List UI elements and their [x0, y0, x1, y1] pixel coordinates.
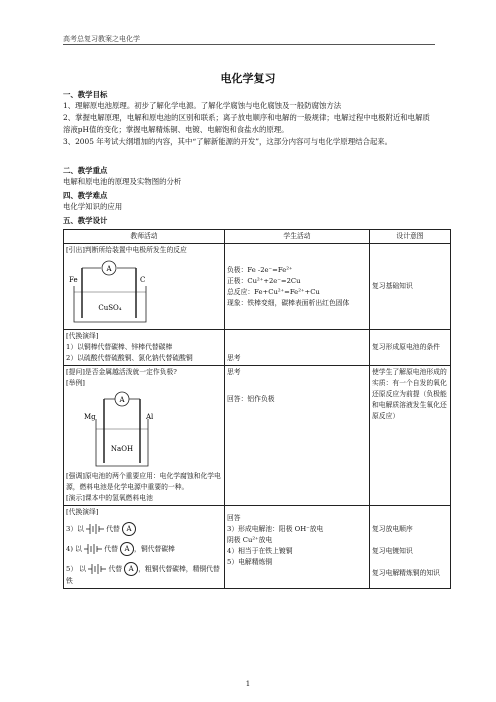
solution-label: CuSO₄	[98, 304, 122, 312]
r1-student	[225, 244, 370, 330]
r4-student-line-3: 阴极 Cu²⁺放电	[227, 536, 273, 544]
al-electrode-label: Al	[146, 413, 154, 421]
r1-student-line-3: 总反应：Fe+Cu²⁺=Fe²⁺+Cu	[227, 287, 320, 296]
r3-teacher	[64, 366, 225, 506]
r1-intent: 复习基础知识	[370, 244, 451, 330]
r1-student-line-4: 现象：铁棒变细，碳棒表面析出红色固体	[227, 298, 350, 307]
ammeter-icon: A	[122, 522, 136, 536]
r4-student-line-4: 4）相当于在铁上镀铜	[227, 547, 293, 555]
r4-item-4-suffix: ，铜代替碳棒	[134, 545, 175, 553]
r4-student-line-5: 5）电解精炼铜	[227, 558, 273, 566]
doc-title: 电化学复习	[220, 72, 276, 85]
mg-electrode-label: Mg	[84, 413, 96, 421]
r4-student-line-1: 回答	[227, 514, 241, 522]
objective-1: 1、理解原电池原理。初步了解化学电源。了解化学腐蚀与电化腐蚀及一般防腐蚀方法	[63, 101, 342, 110]
r4-teacher-line-1: [代换演绎]	[66, 508, 99, 516]
r1-student-line-1: 负极：Fe -2e⁻=Fe²⁺	[227, 265, 293, 274]
objective-2: 2、掌握电解原理，电解和原电池的区别和联系；离子放电顺序和电解的一般规律；电解过程中电极附近和电解质溶液pH值的变化；掌握电解精炼铜、电镀、电解饱和食盐水的原理。	[63, 113, 430, 134]
header-intent: 设计意图	[370, 230, 451, 244]
focus-text: 电解和原电池的原理及实物图的分析	[63, 177, 182, 186]
c-electrode-label: C	[140, 276, 146, 284]
section-focus: 二、教学重点	[63, 166, 108, 175]
objective-3: 3、2005 年考试大纲增加的内容，其中“了解新能源的开发”，这部分内容可与电化学原理结合起来。	[63, 137, 393, 146]
r3-teacher-example: [举例]	[66, 379, 85, 387]
r4-intent-2: 复习电镀知识	[372, 547, 413, 555]
r4-student-line-2: 3）形成电解池：阳极 OH⁻放电	[227, 525, 324, 533]
r2-teacher	[64, 330, 225, 366]
r2-teacher-line-2: 1）以铜棒代替碳棒、锌棒代替碳棒	[66, 343, 173, 351]
fe-c-cell-diagram	[66, 256, 158, 324]
r4-item-4	[66, 542, 222, 556]
r3-teacher-question: [提问]是否金属越活泼就一定作负极?	[66, 368, 177, 376]
header-student: 学生活动	[225, 230, 370, 244]
r4-student	[225, 506, 370, 589]
r4-item-4-replace: 代替	[104, 545, 118, 553]
r2-teacher-line-1: [代换演绎]	[66, 332, 99, 340]
header-rule	[63, 44, 435, 45]
fe-electrode-label: Fe	[69, 276, 78, 284]
r1-teacher	[64, 244, 225, 330]
difficulty-text: 电化学知识的应用	[63, 202, 123, 211]
r4-item-3-prefix: 3）以	[66, 525, 84, 533]
r3-teacher-emphasis: [强调]原电池的两个重要应用：电化学腐蚀和化学电源，燃料电池是化学电源中重要的一种。	[66, 472, 221, 491]
r2-student: 思考	[225, 330, 370, 366]
r3-student-line-1: 思考	[227, 368, 241, 376]
r4-item-4-prefix: 4) 以	[66, 545, 82, 553]
r3-intent: 使学生了解原电池形成的实质：有一个自发的氧化还原反应为前提（负极能和电解质溶液发生氧化还原反应）	[370, 366, 451, 506]
section-difficulty: 四、教学难点	[63, 191, 108, 200]
r4-intent	[370, 506, 451, 589]
r4-item-3	[66, 522, 222, 536]
r4-intent-1: 复习放电顺序	[372, 525, 413, 533]
ammeter-icon: A	[124, 562, 138, 576]
section-design: 五、教学设计	[63, 216, 108, 225]
r4-intent-3: 复习电解精炼铜的知识	[372, 569, 440, 577]
objectives-list	[63, 100, 435, 148]
r2-teacher-line-3: 2）以硫酸代替硫酸铜、氯化钠代替硫酸铜	[66, 354, 193, 362]
mg-al-cell-diagram	[66, 389, 176, 467]
r3-teacher-demo: [演示]课本中的氢氧燃料电池	[66, 494, 153, 502]
r3-student-line-2: 回答：铝作负极	[227, 395, 275, 403]
r4-item-5-suffix: ，粗铜代替碳棒，精铜代替铁	[66, 565, 220, 585]
battery-icon	[88, 563, 106, 575]
naoh-label: NaOH	[110, 445, 134, 453]
r1-student-line-2: 正极：Cu²⁺+2e⁻=2Cu	[227, 276, 301, 285]
r2-intent: 复习形成原电池的条件	[370, 330, 451, 366]
header-teacher: 教师活动	[64, 230, 225, 244]
ammeter-icon: A	[120, 542, 134, 556]
page-header: 高考总复习教案之电化学	[63, 35, 140, 43]
section-objectives: 一、教学目标	[63, 90, 108, 99]
r1-teacher-text: [引出]判断所给装置中电极所发生的反应	[66, 246, 187, 254]
r4-item-3-replace: 代替	[106, 525, 120, 533]
ammeter-label: A	[106, 265, 112, 273]
r4-item-5	[66, 562, 222, 587]
r4-teacher	[64, 506, 225, 589]
battery-icon	[86, 523, 104, 535]
ammeter-label: A	[119, 396, 125, 404]
battery-icon	[84, 543, 102, 555]
page-number: 1	[245, 680, 251, 688]
r3-student	[225, 366, 370, 506]
lesson-design-table	[63, 229, 451, 589]
r4-item-5-replace: 代替	[108, 565, 123, 573]
r4-item-5-prefix: 5） 以	[66, 565, 87, 573]
